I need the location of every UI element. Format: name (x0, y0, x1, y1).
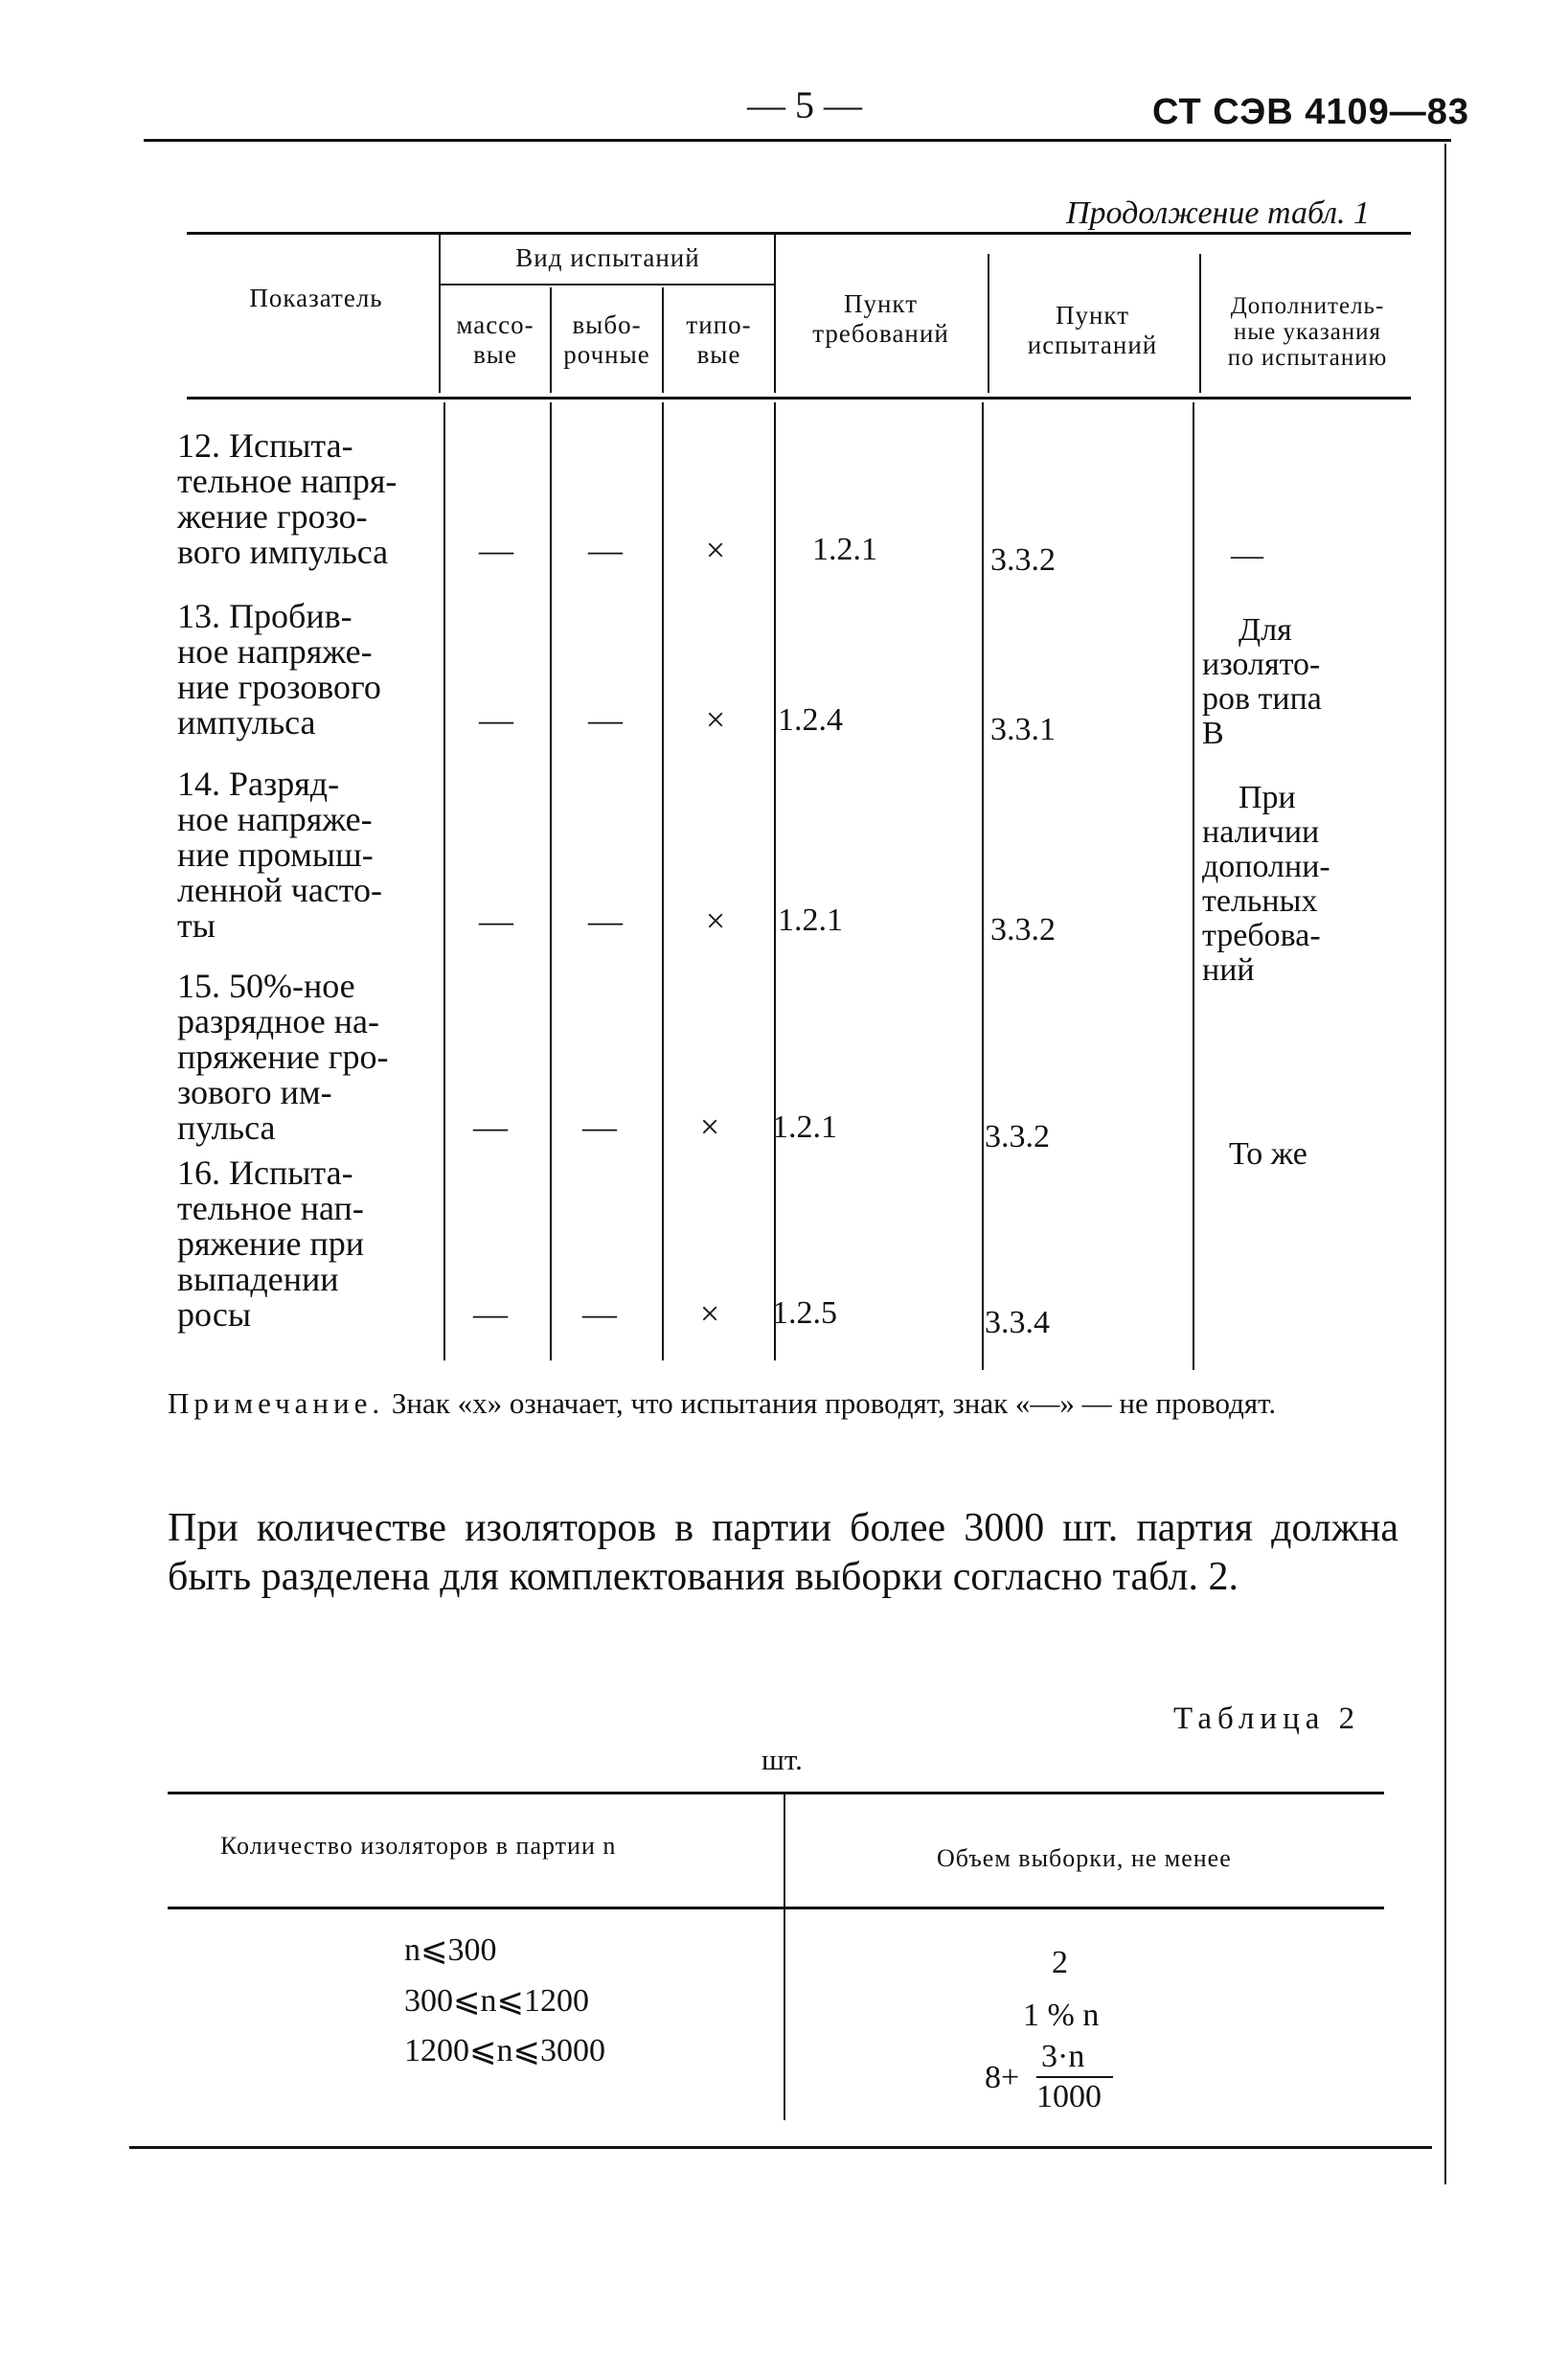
col-header-type (664, 310, 774, 370)
note-line: Для (1238, 612, 1292, 648)
page-number: — 5 — (747, 83, 862, 126)
table2-title: Таблица 2 (1173, 1702, 1361, 1736)
table1-caption: Продолжение табл. 1 (1066, 195, 1371, 231)
col-header-type-l1: типо- (686, 310, 752, 339)
indicator-line: 12. Испыта- (177, 426, 353, 465)
indicator-line: разрядное на- (177, 1002, 379, 1040)
col-header-notes (1202, 293, 1413, 371)
col-header-notes-l2: ные указания (1233, 319, 1382, 345)
row-indicator (177, 599, 417, 741)
indicator-line: 14. Разряд- (177, 765, 340, 803)
type-mark: × (705, 531, 726, 569)
test-clause: 3.3.2 (990, 542, 1056, 578)
indicator-line: 16. Испыта- (177, 1154, 353, 1192)
mass-mark: — (479, 531, 513, 569)
indicator-line: пульса (177, 1108, 276, 1147)
indicator-line: импульса (177, 703, 316, 742)
table1-group-rule (439, 284, 776, 286)
t2-header-sample-size: Объем выборки, не менее (937, 1844, 1232, 1872)
col-header-notes-l1: Дополнитель- (1230, 293, 1385, 319)
col-header-req-l1: Пункт (843, 289, 918, 318)
table1-top-rule (187, 232, 1411, 235)
note-line: наличии (1202, 814, 1320, 850)
t1-body-vline-6 (1193, 402, 1194, 1370)
note-line: тельных (1202, 883, 1318, 919)
header-rule (144, 139, 1451, 142)
table1-note (168, 1384, 1403, 1423)
indicator-line: ное напряже- (177, 800, 373, 838)
note-line: изолято- (1202, 647, 1321, 682)
mass-mark: — (473, 1294, 508, 1333)
sample-mark: — (588, 531, 623, 569)
col-header-test-l2: испытаний (1027, 331, 1158, 359)
body-paragraph: При количестве изоляторов в партии более 3000 шт. партия должна быть разделена для комплектования выборки согласно табл. 2. (168, 1506, 1398, 1599)
indicator-line: 15. 50%-ное (177, 967, 355, 1005)
sample-mark: — (588, 700, 623, 739)
t1-body-vline-5 (982, 402, 984, 1370)
indicator-line: ние грозового (177, 668, 381, 706)
indicator-line: ное напряже- (177, 632, 373, 671)
col-header-sample (552, 310, 662, 370)
row-indicator (177, 1155, 417, 1333)
indicator-line: пряжение гро- (177, 1038, 389, 1076)
t2-condition: 300⩽n⩽1200 (404, 1983, 589, 2019)
indicator-line: тельное напря- (177, 462, 398, 500)
indicator-line: вого импульса (177, 533, 389, 571)
page-edge-line (1444, 144, 1446, 2184)
col-header-test-type: Вид испытаний (515, 243, 700, 272)
t1-body-vline-4 (774, 402, 776, 1360)
fraction-bar (1036, 2076, 1113, 2078)
note-line: ров типа (1202, 681, 1322, 717)
table2-top-rule (168, 1792, 1384, 1794)
t2-condition: 1200⩽n⩽3000 (404, 2033, 605, 2068)
indicator-line: ленной часто- (177, 871, 383, 909)
col-header-req-clause (778, 289, 984, 349)
indicator-line: ние промыш- (177, 835, 374, 874)
note-line: В (1202, 716, 1224, 751)
document-code: СТ СЭВ 4109—83 (1152, 92, 1470, 132)
formula-numerator: 3·n (1041, 2039, 1085, 2074)
mass-mark: — (473, 1108, 508, 1146)
indicator-line: росы (177, 1295, 252, 1334)
col-header-type-l2: вые (696, 340, 741, 369)
test-clause: 3.3.4 (985, 1305, 1050, 1340)
note-text: Знак «х» означает, что испытания проводят, знак «—» — не проводят. (384, 1386, 1277, 1420)
t1-body-vline-3 (662, 402, 664, 1360)
note-line: То же (1229, 1136, 1307, 1172)
type-mark: × (705, 700, 726, 739)
t1-vline-6 (1199, 254, 1201, 393)
t1-body-vline-2 (550, 402, 552, 1360)
req-clause: 1.2.1 (772, 1109, 837, 1145)
col-header-indicator: Показатель (249, 284, 383, 312)
row-note (1231, 538, 1263, 573)
col-header-req-l2: требований (812, 319, 949, 348)
note-line: дополни- (1202, 849, 1330, 884)
indicator-line: ты (177, 906, 216, 945)
test-clause: 3.3.1 (990, 712, 1056, 747)
note-line: При (1238, 780, 1296, 815)
indicator-line: выпадении (177, 1260, 339, 1298)
test-clause: 3.3.2 (985, 1119, 1050, 1154)
type-mark: × (699, 1108, 720, 1146)
row-note (1202, 613, 1322, 751)
note-line: ний (1202, 952, 1255, 988)
mass-mark: — (479, 700, 513, 739)
table1-header-bottom-rule (187, 397, 1411, 400)
indicator-line: тельное нап- (177, 1189, 364, 1227)
sample-mark: — (582, 1294, 617, 1333)
col-header-mass-l2: вые (473, 340, 517, 369)
sample-mark: — (582, 1108, 617, 1146)
note-label: Примечание. (168, 1386, 385, 1420)
table2-column-divider (784, 1794, 785, 2120)
mass-mark: — (479, 902, 513, 940)
table2-header-bottom-rule (168, 1907, 1384, 1909)
table2-unit: шт. (761, 1743, 803, 1776)
t2-condition: n⩽300 (404, 1932, 497, 1968)
sample-mark: — (588, 902, 623, 940)
col-header-test-l1: Пункт (1055, 301, 1129, 330)
req-clause: 1.2.1 (812, 532, 877, 567)
req-clause: 1.2.1 (778, 902, 843, 938)
col-header-test-clause (989, 301, 1195, 360)
indicator-line: жение грозо- (177, 497, 368, 536)
row-note (1202, 781, 1330, 988)
table2-bottom-rule (129, 2146, 1432, 2149)
row-indicator (177, 969, 417, 1146)
req-clause: 1.2.4 (778, 702, 843, 738)
formula-prefix: 8+ (985, 2060, 1020, 2095)
col-header-notes-l3: по испытанию (1227, 345, 1388, 371)
indicator-line: зового им- (177, 1073, 332, 1111)
req-clause: 1.2.5 (772, 1295, 837, 1331)
row-note (1229, 1137, 1307, 1172)
note-line: — (1231, 537, 1263, 573)
indicator-line: 13. Пробив- (177, 597, 352, 635)
col-header-sample-l1: выбо- (572, 310, 642, 339)
type-mark: × (705, 902, 726, 940)
col-header-sample-l2: рочные (563, 340, 650, 369)
t1-body-vline-1 (443, 402, 445, 1360)
row-indicator (177, 766, 417, 944)
col-header-mass-l1: массо- (456, 310, 534, 339)
t2-sample: 2 (1052, 1945, 1068, 1980)
indicator-line: ряжение при (177, 1224, 364, 1263)
test-clause: 3.3.2 (990, 912, 1056, 948)
t2-header-count: Количество изоляторов в партии n (220, 1832, 617, 1860)
row-indicator (177, 428, 417, 570)
t1-vline-4 (774, 235, 776, 393)
formula-denominator: 1000 (1036, 2079, 1102, 2114)
note-line: требова- (1202, 918, 1321, 953)
t2-sample: 1 % n (1023, 1998, 1100, 2033)
col-header-mass (441, 310, 550, 370)
type-mark: × (699, 1294, 720, 1333)
